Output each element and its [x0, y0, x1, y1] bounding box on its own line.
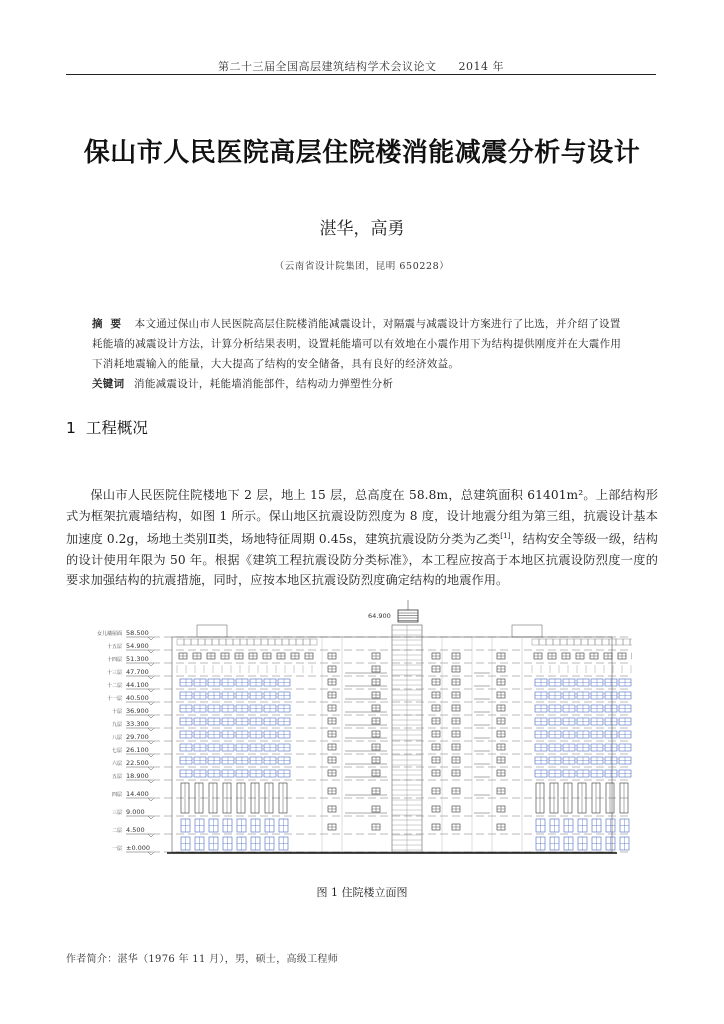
- abstract-block: [92, 314, 632, 394]
- svg-text:十三层: 十三层: [106, 670, 122, 676]
- abstract-line-1: 摘要 本文通过保山市人民医院高层住院楼消能减震设计，对隔震与减震设计方案进行了比选，并介绍了设置: [92, 318, 621, 330]
- running-header: [66, 58, 656, 74]
- abstract-line-2: 耗能墙的减震设计方法，计算分析结果表明，设置耗能墙可以有效地在小震作用下为结构提供刚度并在大震作用: [92, 338, 622, 350]
- svg-text:十层: 十层: [111, 709, 122, 715]
- svg-text:29.700: 29.700: [126, 733, 149, 741]
- svg-text:八层: 八层: [111, 735, 122, 741]
- svg-text:二层: 二层: [111, 828, 122, 834]
- section-title: 工程概况: [85, 419, 148, 437]
- svg-text:44.100: 44.100: [126, 681, 149, 689]
- section-heading: [66, 416, 148, 438]
- svg-text:十四层: 十四层: [106, 657, 122, 663]
- svg-text:18.900: 18.900: [126, 772, 149, 780]
- svg-text:54.900: 54.900: [126, 642, 149, 650]
- section-number: 1: [66, 419, 76, 437]
- svg-text:十一层: 十一层: [106, 696, 122, 702]
- svg-text:九层: 九层: [111, 722, 122, 728]
- keywords: 消能减震设计，耗能墙消能部件，结构动力弹塑性分析: [134, 378, 394, 390]
- figure-caption: 图 1 住院楼立面图: [316, 886, 408, 899]
- svg-text:女儿墙屋面: 女儿墙屋面: [96, 631, 122, 637]
- svg-text:十五层: 十五层: [106, 644, 122, 650]
- conference-year: 2014 年: [458, 60, 504, 73]
- svg-text:58.500: 58.500: [126, 629, 149, 637]
- author-affiliation: （云南省设计院集团，昆明 650228）: [274, 261, 450, 272]
- svg-text:9.000: 9.000: [126, 808, 145, 816]
- svg-text:14.400: 14.400: [126, 790, 149, 798]
- citation-ref: [1]: [500, 532, 511, 540]
- elevation-drawing: [92, 600, 632, 865]
- svg-text:六层: 六层: [111, 761, 122, 767]
- section-paragraph: 保山市人民医院住院楼地下 2 层，地上 15 层，总高度在 58.8m，总建筑面积 61401m²。上部结构形式为框架抗震墙结构，如图 1 所示。保山地区抗震设防烈度为 8 度，设计地震分组为第三组，抗震设计基本加速度 0.2g，场地土类别Ⅱ类，场地特征周期 0.45s，建筑抗震设防分类为乙类[1]，结构安全等级一级，结构的设计使用年限为 50 年。根据《建筑工程抗震设防分类标准》，本工程应按高于本地区抗震设防烈度一度的要求加强结构的抗震措施，同时，应按本地区抗震设防烈度确定结构的地震作用。: [66, 488, 658, 588]
- svg-text:36.900: 36.900: [126, 707, 149, 715]
- svg-text:4.500: 4.500: [126, 826, 145, 834]
- paper-authors: 湛华，高勇: [319, 219, 405, 239]
- abstract-label: 摘要: [92, 318, 129, 330]
- svg-text:51.300: 51.300: [126, 655, 149, 663]
- svg-text:三层: 三层: [111, 810, 122, 816]
- svg-text:四层: 四层: [111, 792, 122, 798]
- keywords-line: [92, 374, 632, 394]
- header-rule: [66, 74, 656, 75]
- keywords-label: 关键词: [92, 378, 125, 390]
- author-footnote: 作者简介：湛华（1976 年 11 月），男，硕士，高级工程师: [66, 954, 339, 965]
- conference-name: 第二十三届全国高层建筑结构学术会议论文: [218, 60, 437, 73]
- svg-text:47.700: 47.700: [126, 668, 149, 676]
- svg-text:一层: 一层: [111, 846, 122, 852]
- svg-text:十二层: 十二层: [106, 683, 122, 689]
- abstract-line-3: 下消耗地震输入的能量，大大提高了结构的安全储备，具有良好的经济效益。: [92, 358, 460, 370]
- svg-text:64.900: 64.900: [368, 612, 391, 620]
- svg-text:五层: 五层: [111, 774, 122, 780]
- svg-text:33.300: 33.300: [126, 720, 149, 728]
- paper-title: 保山市人民医院高层住院楼消能减震分析与设计: [83, 138, 641, 168]
- svg-text:26.100: 26.100: [126, 746, 149, 754]
- svg-text:±0.000: ±0.000: [126, 844, 151, 852]
- svg-text:40.500: 40.500: [126, 694, 149, 702]
- svg-text:七层: 七层: [111, 748, 122, 754]
- svg-text:22.500: 22.500: [126, 759, 149, 767]
